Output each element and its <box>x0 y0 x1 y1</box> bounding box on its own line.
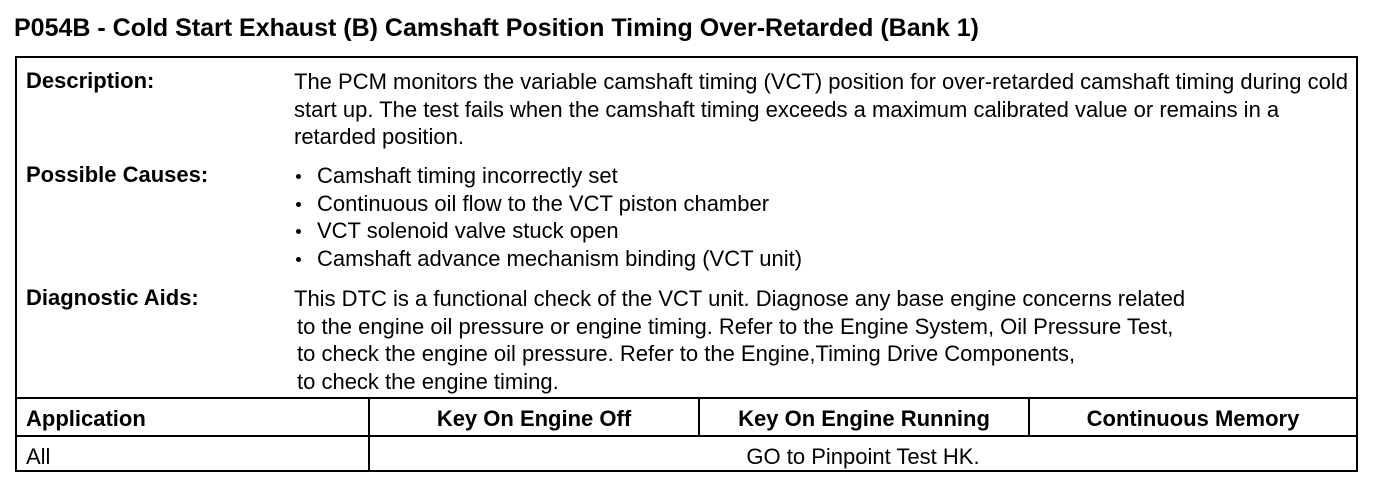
cause-item: VCT solenoid valve stuck open <box>294 217 1354 245</box>
description-label: Description: <box>26 68 155 93</box>
pinpoint-test-action: GO to Pinpoint Test HK. <box>746 444 980 469</box>
diagnostic-aids-label: Diagnostic Aids: <box>26 285 199 310</box>
cause-item: Camshaft timing incorrectly set <box>294 162 1354 190</box>
possible-causes-label: Possible Causes: <box>26 162 209 187</box>
column-header-application: Application <box>26 406 146 431</box>
column-header-key-on-engine-running: Key On Engine Running <box>738 406 990 431</box>
diagnostic-aids-line: to check the engine oil pressure. Refer to the Engine,Timing Drive Components, <box>297 341 1076 366</box>
diagnostic-aids-line: to the engine oil pressure or engine timing. Refer to the Engine System, Oil Pressure Test, <box>297 313 1174 339</box>
column-header-key-on-engine-off: Key On Engine Off <box>436 406 632 431</box>
application-value: All <box>26 444 51 469</box>
page-title: P054B - Cold Start Exhaust (B) Camshaft Position Timing Over-Retarded (Bank 1) <box>14 14 979 42</box>
possible-causes-list <box>294 162 1354 272</box>
diagnostic-aids-text <box>294 285 1354 395</box>
divider <box>17 397 1356 399</box>
column-header-continuous-memory: Continuous Memory <box>1086 406 1300 431</box>
cause-item: Continuous oil flow to the VCT piston chamber <box>294 190 1354 218</box>
divider <box>17 435 1356 437</box>
dtc-info-table <box>15 56 1358 472</box>
diagnostic-aids-line: to check the engine timing. <box>297 368 559 394</box>
diagnostic-aids-line: This DTC is a functional check of the VCT unit. Diagnose any base engine concerns related <box>294 286 1186 311</box>
description-text: The PCM monitors the variable camshaft timing (VCT) position for over-retarded camshaft timing during cold start up. The test fails when the camshaft timing exceeds a maximum calibrated value or remains in a retarded position. <box>294 69 1348 149</box>
possible-causes-list-container <box>294 162 1354 272</box>
cause-item: Camshaft advance mechanism binding (VCT unit) <box>294 245 1354 273</box>
